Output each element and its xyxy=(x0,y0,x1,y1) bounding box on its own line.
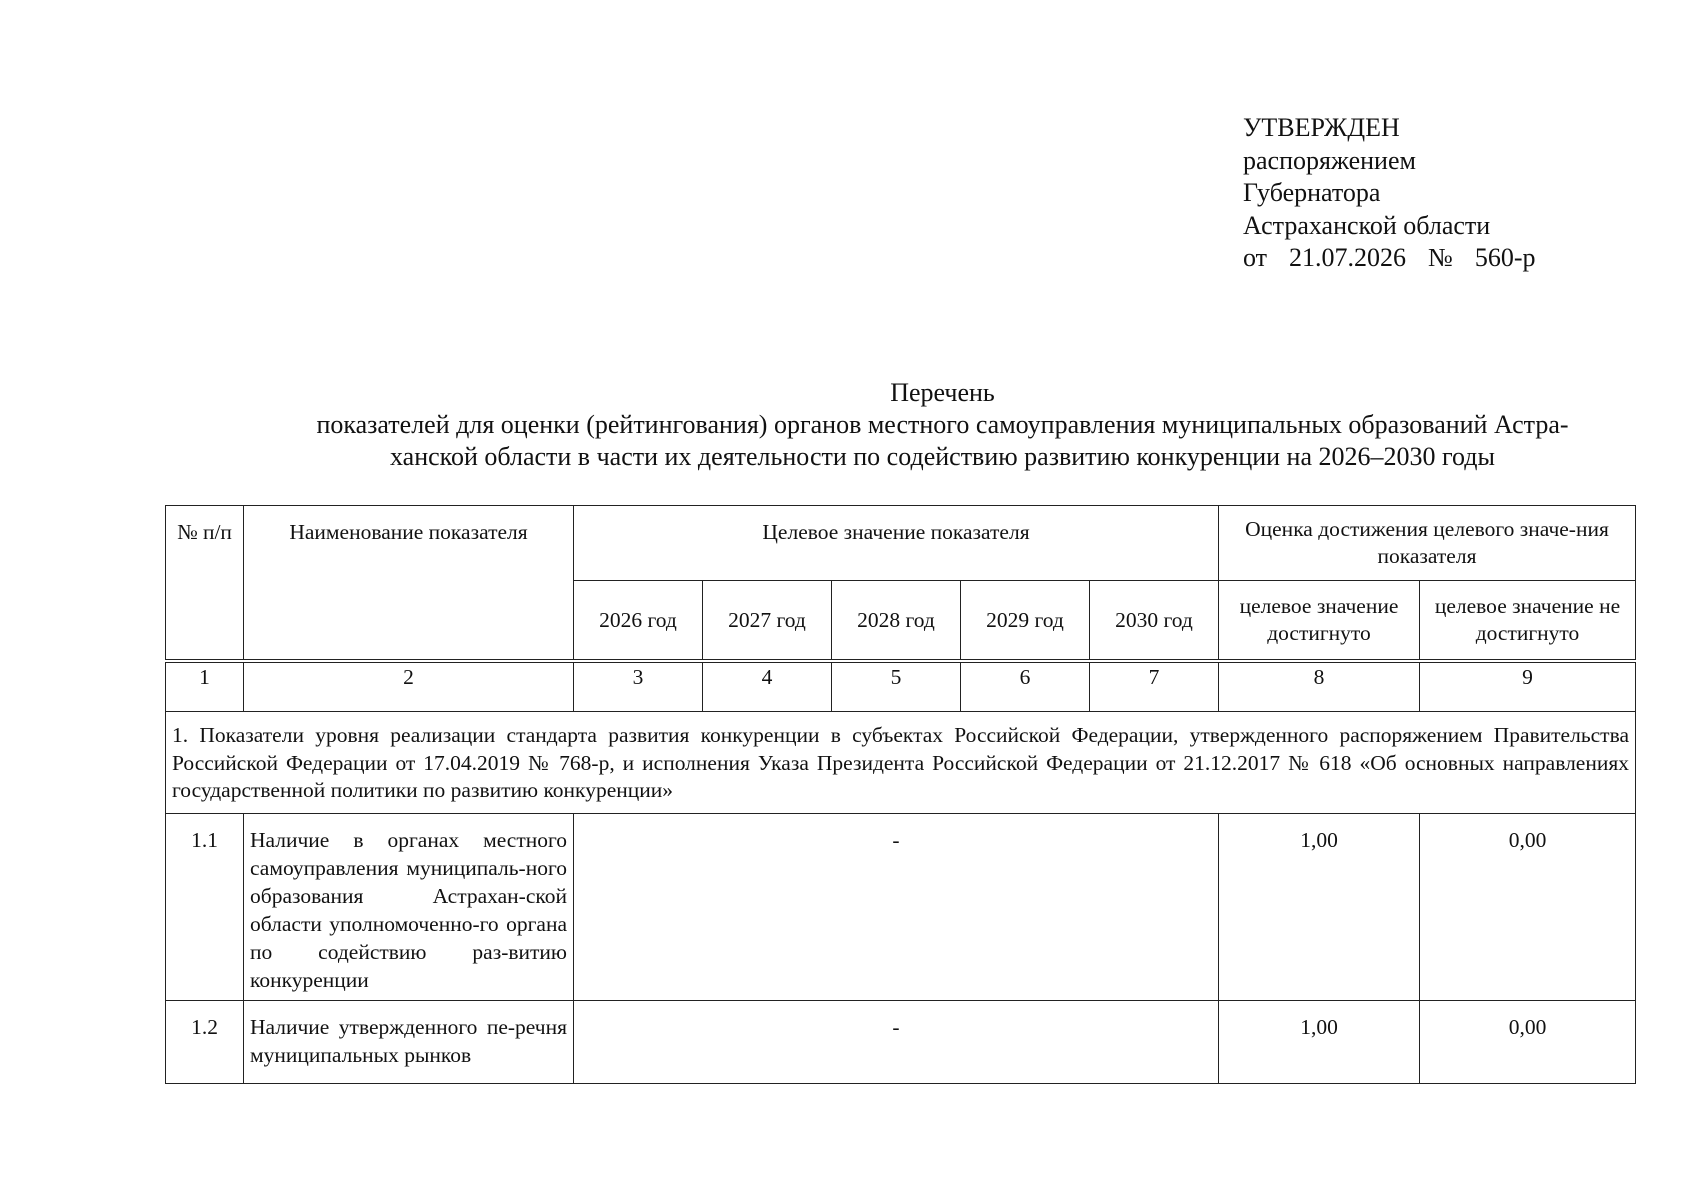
approval-date: 21.07.2026 xyxy=(1289,243,1407,272)
header-achieved: целевое значение достигнуто xyxy=(1219,581,1420,662)
table-row xyxy=(166,813,1636,1000)
header-row-1 xyxy=(166,506,1636,581)
header-year-2029: 2029 год xyxy=(961,581,1090,662)
row-number: 1.2 xyxy=(166,1000,244,1083)
approval-title: УТВЕРЖДЕН xyxy=(1243,113,1400,142)
row-target-value: - xyxy=(574,813,1219,1000)
row-achieved-value: 1,00 xyxy=(1219,813,1420,1000)
approval-stamp xyxy=(1243,112,1536,275)
title-line-2: ханской области в части их деятельности по содействию развитию конкуренции на 2026–2030 годы xyxy=(390,442,1495,471)
column-number-row xyxy=(166,661,1636,712)
header-year-2028: 2028 год xyxy=(832,581,961,662)
title-heading: Перечень xyxy=(890,378,995,407)
column-number: 2 xyxy=(244,661,574,712)
approval-line-region: Астраханской области xyxy=(1243,210,1491,240)
approval-line-governor: Губернатора xyxy=(1243,178,1381,207)
column-number: 8 xyxy=(1219,661,1420,712)
column-number: 4 xyxy=(703,661,832,712)
row-indicator-name: Наличие в органах местного самоуправления муниципаль-ного образования Астрахан-ской области уполномоченно-го органа по содействию раз-витию конкуренции xyxy=(244,813,574,1000)
row-number: 1.1 xyxy=(166,813,244,1000)
row-achieved-value: 1,00 xyxy=(1219,1000,1420,1083)
approval-line-order: распоряжением xyxy=(1243,145,1416,175)
section-title: 1. Показатели уровня реализации стандарта развития конкуренции в субъектах Российской Федерации, утвержденного распоряжением Правительства Российской Федерации от 17.04.2019 № 768-р, и исполнения Указа Президента Российской Федерации от 21.12.2017 № 618 «Об основных направлениях государственной политики по развитию конкуренции» xyxy=(166,712,1636,814)
column-number: 6 xyxy=(961,661,1090,712)
title-line-1: показателей для оценки (рейтингования) органов местного самоуправления муниципальных образований Астра- xyxy=(316,410,1569,439)
header-year-2026: 2026 год xyxy=(574,581,703,662)
section-row xyxy=(166,712,1636,814)
header-name: Наименование показателя xyxy=(244,506,574,662)
column-number: 9 xyxy=(1420,661,1636,712)
header-year-2030: 2030 год xyxy=(1090,581,1219,662)
column-number: 5 xyxy=(832,661,961,712)
header-num: № п/п xyxy=(166,506,244,662)
column-number: 7 xyxy=(1090,661,1219,712)
approval-number: 560-р xyxy=(1474,243,1536,272)
row-not-achieved-value: 0,00 xyxy=(1420,1000,1636,1083)
approval-date-prefix: от xyxy=(1243,243,1268,272)
column-number: 1 xyxy=(166,661,244,712)
document-title xyxy=(250,377,1635,473)
column-number: 3 xyxy=(574,661,703,712)
table-row xyxy=(166,1000,1636,1083)
indicators-table xyxy=(165,505,1636,1084)
header-target: Целевое значение показателя xyxy=(574,506,1219,581)
row-target-value: - xyxy=(574,1000,1219,1083)
row-not-achieved-value: 0,00 xyxy=(1420,813,1636,1000)
header-not-achieved: целевое значение не достигнуто xyxy=(1420,581,1636,662)
approval-number-sign: № xyxy=(1428,243,1453,272)
header-evaluation: Оценка достижения целевого значе-ния показателя xyxy=(1219,506,1636,581)
row-indicator-name: Наличие утвержденного пе-речня муниципальных рынков xyxy=(244,1000,574,1083)
header-year-2027: 2027 год xyxy=(703,581,832,662)
approval-date-line xyxy=(1243,242,1536,275)
